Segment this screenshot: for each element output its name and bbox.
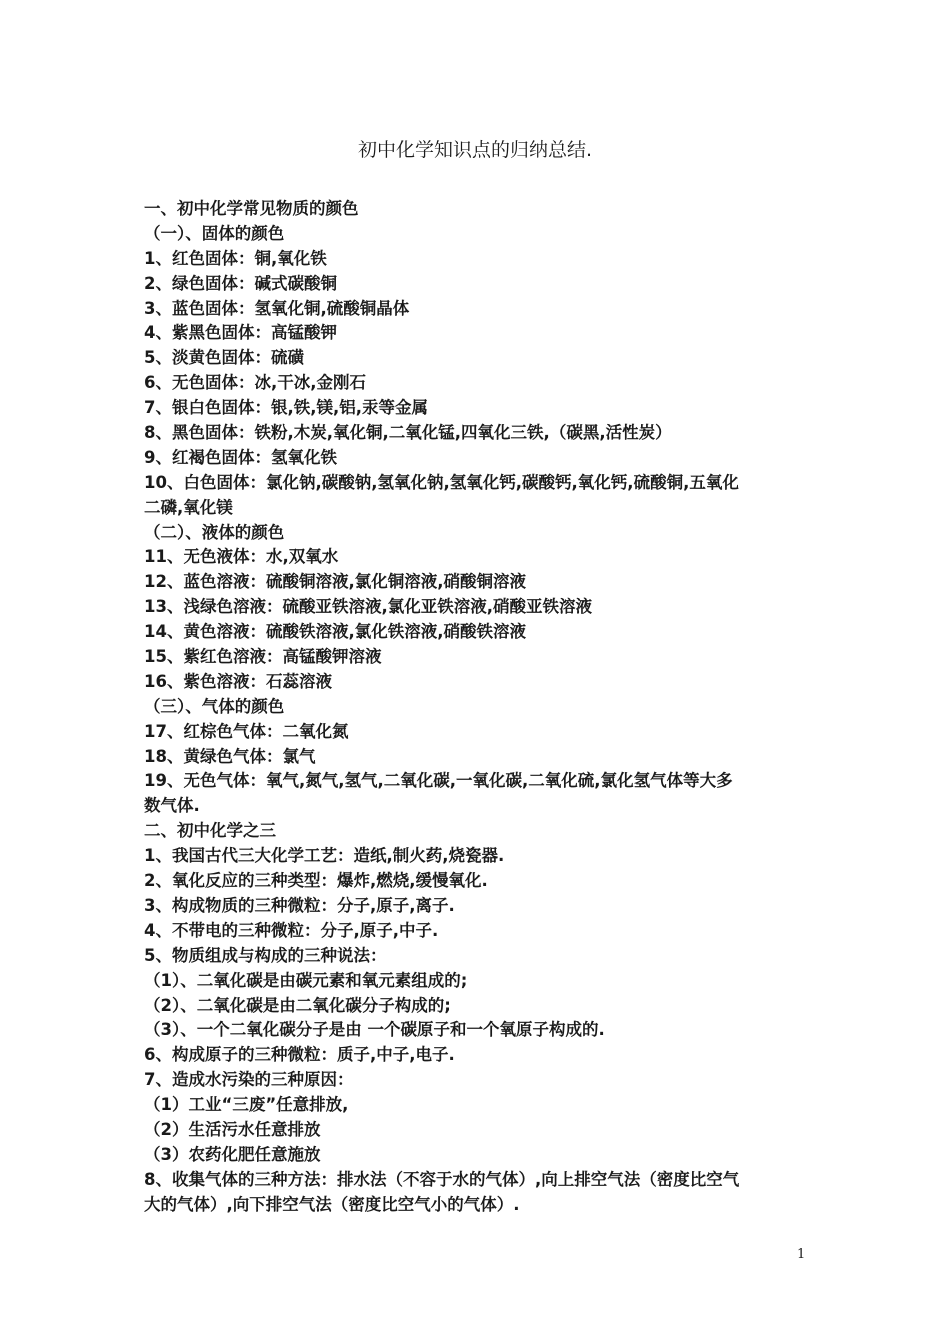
section-heading: 二、初中化学之三	[144, 821, 276, 841]
list-item: 18、黄绿色气体：氯气	[144, 746, 316, 766]
sub-list-item: （2）、二氧化碳是由二氧化碳分子构成的;	[144, 995, 451, 1015]
list-item: 16、紫色溶液：石蕊溶液	[144, 671, 332, 691]
list-item: 13、浅绿色溶液：硫酸亚铁溶液,氯化亚铁溶液,硝酸亚铁溶液	[144, 597, 592, 617]
list-item: 7、造成水污染的三种原因：	[144, 1070, 354, 1090]
sub-list-item: （2）生活污水任意排放	[144, 1119, 321, 1139]
subsection-heading: （一）、固体的颜色	[144, 223, 285, 243]
list-item: 1、我国古代三大化学工艺：造纸,制火药,烧瓷器.	[144, 846, 505, 866]
list-item: 14、黄色溶液：硫酸铁溶液,氯化铁溶液,硝酸铁溶液	[144, 622, 526, 642]
page-number: 1	[797, 1247, 806, 1262]
document-body	[144, 197, 812, 1218]
list-item: 6、无色固体：冰,干冰,金刚石	[144, 373, 367, 393]
list-item: 8、收集气体的三种方法：排水法（不容于水的气体）,向上排空气法（密度比空气	[144, 1169, 740, 1189]
list-item: 8、黑色固体：铁粉,木炭,氧化铜,二氧化锰,四氧化三铁,（碳黑,活性炭）	[144, 423, 672, 443]
list-item: 4、紫黑色固体：高锰酸钾	[144, 323, 337, 343]
subsection-heading: （三）、气体的颜色	[144, 696, 285, 716]
list-item: 12、蓝色溶液：硫酸铜溶液,氯化铜溶液,硝酸铜溶液	[144, 572, 526, 592]
list-item: 15、紫红色溶液：高锰酸钾溶液	[144, 647, 382, 667]
sub-list-item: （3）农药化肥任意施放	[144, 1144, 321, 1164]
list-item: 11、无色液体：水,双氧水	[144, 547, 339, 567]
list-item-continuation: 大的气体）,向下排空气法（密度比空气小的气体）.	[144, 1194, 520, 1214]
sub-list-item: （3）、一个二氧化碳分子是由 一个碳原子和一个氧原子构成的.	[144, 1020, 605, 1040]
list-item: 3、蓝色固体：氢氧化铜,硫酸铜晶体	[144, 298, 410, 318]
list-item: 9、红褐色固体：氢氧化铁	[144, 447, 337, 467]
list-item-continuation: 二磷,氧化镁	[144, 497, 233, 517]
list-item: 5、淡黄色固体：硫磺	[144, 348, 304, 368]
sub-list-item: （1）、二氧化碳是由碳元素和氧元素组成的;	[144, 970, 468, 990]
sub-list-item: （1）工业“三废”任意排放,	[144, 1095, 349, 1115]
list-item: 3、构成物质的三种微粒：分子,原子,离子.	[144, 895, 455, 915]
list-item: 2、氧化反应的三种类型：爆炸,燃烧,缓慢氧化.	[144, 871, 488, 891]
list-item: 10、白色固体：氯化钠,碳酸钠,氢氧化钠,氢氧化钙,碳酸钙,氧化钙,硫酸铜,五氧化	[144, 472, 739, 492]
list-item: 6、构成原子的三种微粒：质子,中子,电子.	[144, 1045, 455, 1065]
list-item: 7、银白色固体：银,铁,镁,铝,汞等金属	[144, 398, 429, 418]
list-item: 19、无色气体：氧气,氮气,氢气,二氧化碳,一氧化碳,二氧化硫,氯化氢气体等大多	[144, 771, 733, 791]
section-heading: 一、初中化学常见物质的颜色	[144, 199, 359, 218]
document-title: 初中化学知识点的归纳总结.	[357, 139, 593, 161]
subsection-heading: （二）、液体的颜色	[144, 522, 285, 542]
list-item: 2、绿色固体：碱式碳酸铜	[144, 273, 337, 293]
list-item: 17、红棕色气体：二氧化氮	[144, 721, 349, 741]
list-item: 1、红色固体：铜,氧化铁	[144, 248, 327, 268]
list-item: 4、不带电的三种微粒：分子,原子,中子.	[144, 920, 439, 940]
list-item: 5、物质组成与构成的三种说法：	[144, 945, 387, 965]
list-item-continuation: 数气体.	[144, 796, 200, 816]
